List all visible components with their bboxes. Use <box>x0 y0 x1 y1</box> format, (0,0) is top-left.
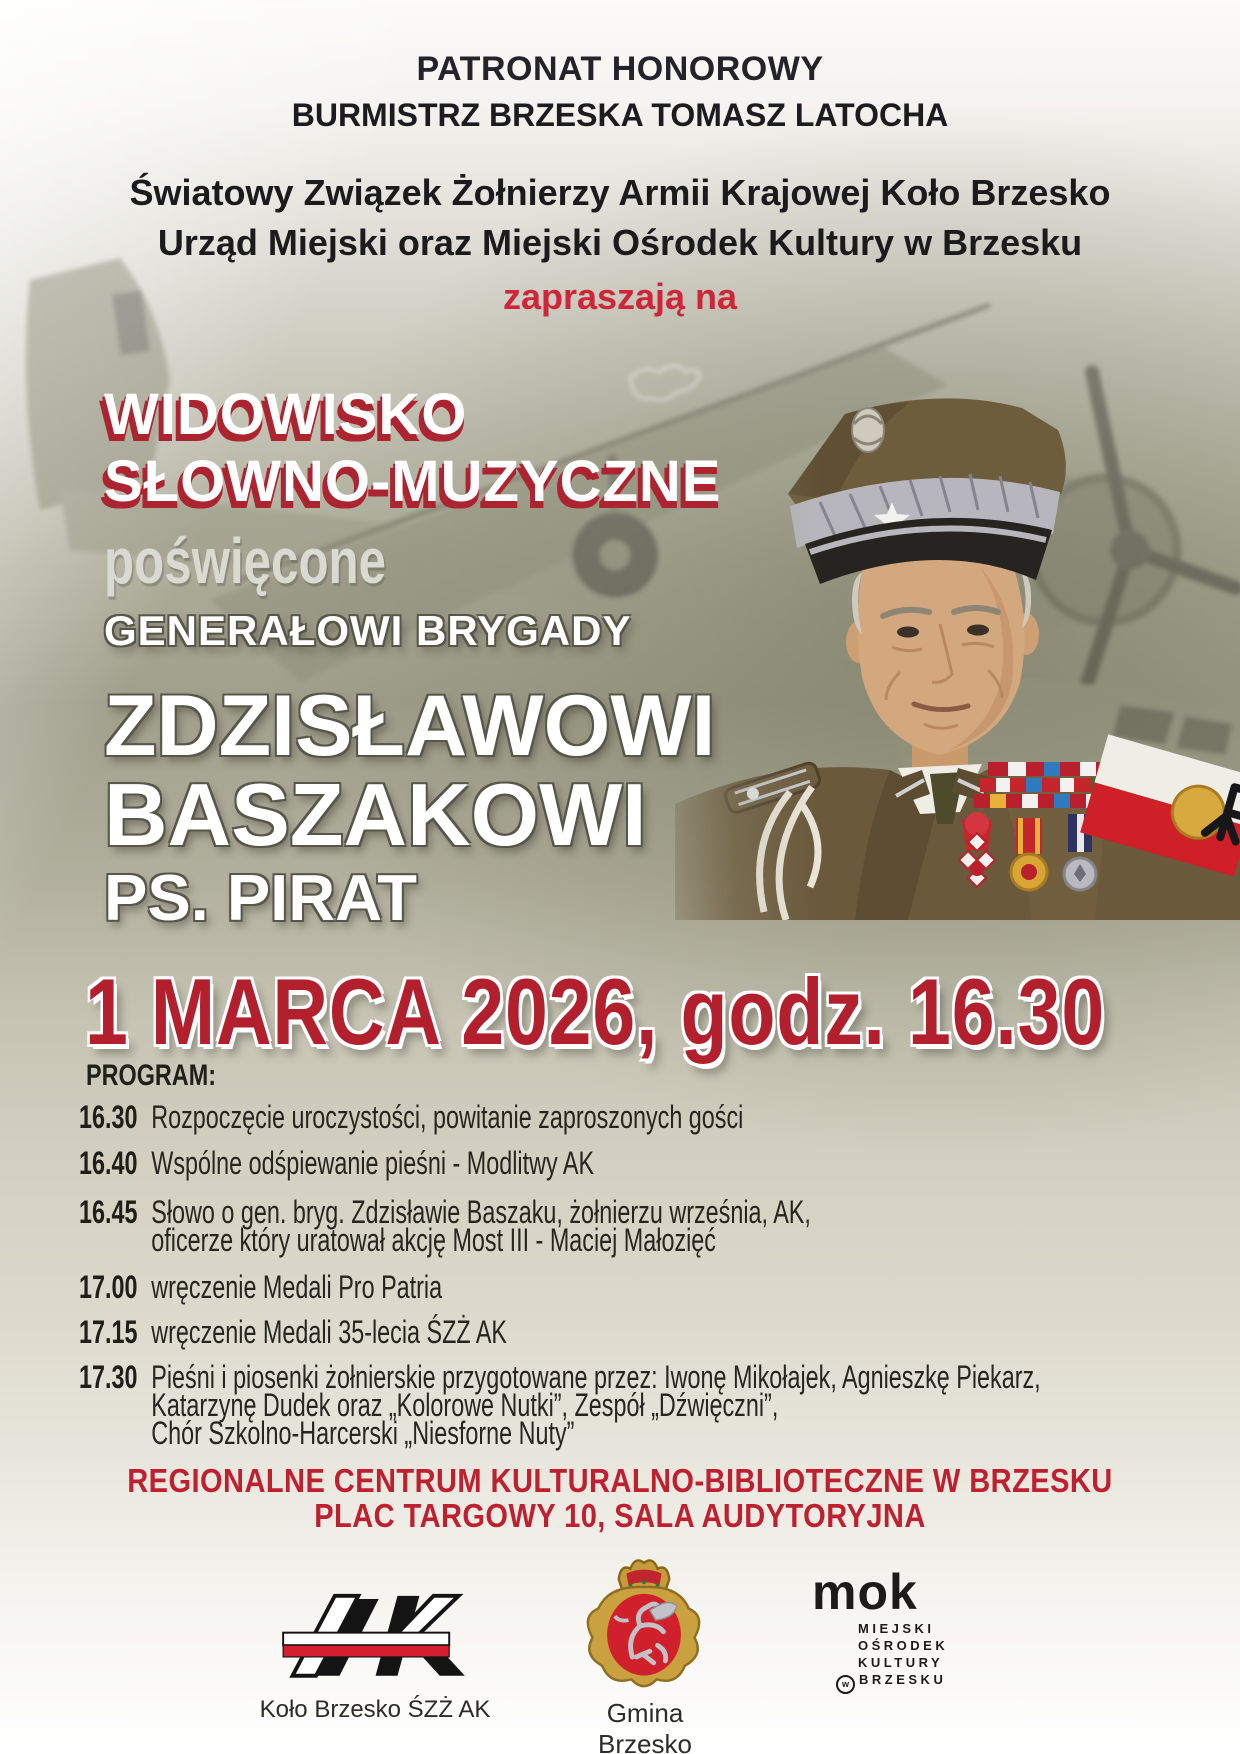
patronage-name: BURMISTRZ BRZESKA TOMASZ LATOCHA <box>291 97 949 133</box>
program-item-time: 17.00 <box>79 1269 138 1305</box>
program-item <box>79 1359 1041 1451</box>
program-item-time: 16.30 <box>79 1099 138 1135</box>
program-item-time: 17.15 <box>79 1314 138 1350</box>
program-item <box>79 1194 811 1258</box>
honoree-rank: GENERAŁOWI BRYGADY <box>104 607 632 654</box>
title-line-1: WIDOWISKO <box>104 382 468 447</box>
program-heading: PROGRAM: <box>86 1059 216 1092</box>
program-item <box>79 1099 744 1135</box>
program-item-text: Słowo o gen. bryg. Zdzisławie Baszaku, żołnierzu września, AK, oficerze który uratował akcję Most III - Maciej Małozięć <box>151 1194 811 1258</box>
gmina-brzesko-crest-logo <box>578 1556 710 1692</box>
program-item-text: Pieśni i piosenki żołnierskie przygotowane przez: Iwonę Mikołajek, Agnieszkę Piekarz, Katarzynę Dudek oraz „Kolorowe Nutki”, Zespół „Dźwięczni”, Chór Szkolno-Harcerski „Niesforne Nuty” <box>151 1359 1041 1451</box>
program-item-text: Wspólne odśpiewanie pieśni - Modlitwy AK <box>151 1145 595 1181</box>
program-item-time: 16.40 <box>79 1145 138 1181</box>
honoree-name-line-1: ZDZISŁAWOWI <box>104 678 716 774</box>
program-item-text: wręczenie Medali 35-lecia ŚZŻ AK <box>151 1314 508 1350</box>
honoree-alias: PS. PIRAT <box>104 861 418 934</box>
venue-name: REGIONALNE CENTRUM KULTURALNO-BIBLIOTECZNE W BRZESKU <box>127 1462 1113 1499</box>
dedication-text: poświęcone <box>104 525 387 597</box>
program-item <box>79 1314 508 1350</box>
title-line-2: SŁOWNO-MUZYCZNE <box>104 449 722 514</box>
program-item <box>79 1269 443 1305</box>
ak-logo <box>268 1588 480 1682</box>
invitation-text: zapraszają na <box>502 276 738 317</box>
program-item-text: Rozpoczęcie uroczystości, powitanie zaproszonych gości <box>151 1099 744 1135</box>
organizer-line-2: Urząd Miejski oraz Miejski Ośrodek Kultury w Brzesku <box>157 222 1083 263</box>
venue-address: PLAC TARGOWY 10, SALA AUDYTORYJNA <box>314 1497 926 1534</box>
program-item-text: wręczenie Medali Pro Patria <box>151 1269 443 1305</box>
mok-w-badge: w <box>836 1675 855 1694</box>
program-item <box>79 1145 595 1181</box>
honoree-name-line-2: BASZAKOWI <box>104 765 647 864</box>
mok-wordmark: mok <box>812 1564 918 1620</box>
mok-logo <box>812 1564 949 1694</box>
event-datetime: 1 MARCA 2026, godz. 16.30 <box>85 959 1106 1064</box>
gmina-logo-caption: Gmina Brzesko <box>598 1698 692 1754</box>
ak-logo-caption: Koło Brzesko ŚZŻ AK <box>259 1696 491 1723</box>
program-item-time: 16.45 <box>79 1194 138 1230</box>
patronage-heading: PATRONAT HONOROWY <box>416 50 824 88</box>
general-portrait-photo <box>640 372 1240 920</box>
organizer-line-1: Światowy Związek Żołnierzy Armii Krajowej Koło Brzesko <box>129 172 1111 213</box>
program-item-time: 17.30 <box>79 1359 138 1395</box>
mok-caption-lines: MIEJSKI OŚRODEK KULTURY w BRZESKU <box>858 1620 948 1694</box>
